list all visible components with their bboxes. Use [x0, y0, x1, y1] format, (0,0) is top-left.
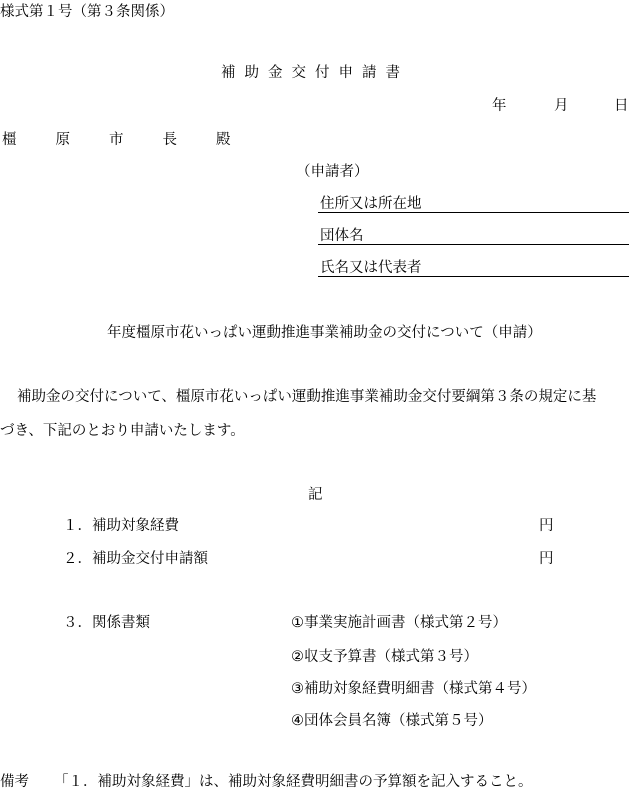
- form-number: 様式第１号（第３条関係）: [0, 4, 174, 20]
- date-day: 日: [614, 98, 629, 114]
- item-2-unit: 円: [539, 551, 554, 567]
- group-underline: [318, 244, 629, 245]
- address-underline: [318, 212, 629, 213]
- ki-heading: 記: [308, 487, 323, 503]
- body-line-1: 補助金の交付について、橿原市花いっぱい運動推進事業補助金交付要綱第３条の規定に基: [17, 389, 597, 405]
- item-2-number: ２．: [63, 551, 92, 567]
- addressee: 橿原市長殿: [2, 132, 270, 148]
- date-month: 月: [554, 98, 569, 114]
- address-label: 住所又は所在地: [320, 196, 422, 212]
- subject: 年度橿原市花いっぱい運動推進事業補助金の交付について（申請）: [107, 325, 542, 341]
- item-1-number: １．: [63, 518, 92, 534]
- item-1-unit: 円: [539, 518, 554, 534]
- representative-underline: [318, 276, 629, 277]
- body-line-2: づき、下記のとおり申請いたします。: [0, 423, 245, 439]
- representative-label: 氏名又は代表者: [320, 260, 422, 276]
- item-2-label: 補助金交付申請額: [92, 551, 208, 567]
- item-3-label: 関係書類: [92, 615, 150, 631]
- document-item-4: ④団体会員名簿（様式第５号）: [291, 713, 493, 729]
- document-item-3: ③補助対象経費明細書（様式第４号）: [291, 681, 536, 697]
- note-text: 「１．補助対象経費」は、補助対象経費明細書の予算額を記入すること。: [54, 774, 533, 790]
- group-label: 団体名: [320, 228, 364, 244]
- document-item-2: ②収支予算書（様式第３号）: [291, 649, 478, 665]
- item-1-label: 補助対象経費: [92, 518, 179, 534]
- document-item-1: ①事業実施計画書（様式第２号）: [291, 615, 507, 631]
- date-year: 年: [492, 98, 507, 114]
- note-label: 備考: [0, 774, 29, 790]
- item-3-number: ３．: [63, 615, 92, 631]
- document-title: 補助金交付申請書: [221, 65, 409, 81]
- applicant-label: （申請者）: [296, 164, 369, 180]
